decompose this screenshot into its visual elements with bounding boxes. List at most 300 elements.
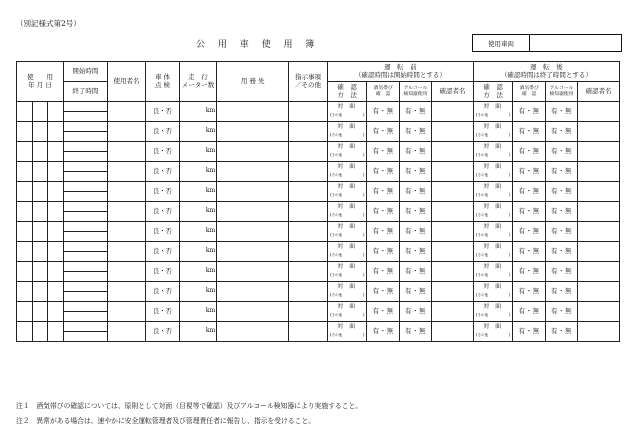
- before-confirmer-cell[interactable]: [432, 142, 474, 162]
- user-name-cell[interactable]: [107, 122, 146, 142]
- method-other: [474, 312, 513, 321]
- user-name-cell[interactable]: [107, 242, 146, 262]
- destination-cell[interactable]: [217, 222, 289, 242]
- day-cell[interactable]: [48, 102, 64, 122]
- inspection-cell[interactable]: 良・否: [146, 242, 179, 262]
- method-face-to-face: 対 面: [483, 262, 504, 270]
- paren-close: ): [508, 313, 511, 319]
- after-alcohol-cell[interactable]: 有・無: [513, 262, 545, 282]
- user-name-cell[interactable]: [107, 282, 146, 302]
- table-row: [17, 242, 620, 262]
- year-cell[interactable]: [17, 322, 33, 342]
- mileage-cell[interactable]: km: [179, 322, 217, 342]
- before-alcohol-cell[interactable]: 有・無: [367, 282, 399, 302]
- destination-cell[interactable]: [217, 102, 289, 122]
- month-cell[interactable]: [32, 322, 48, 342]
- day-cell[interactable]: [48, 222, 64, 242]
- time-cell[interactable]: [63, 322, 107, 342]
- paren-close: ): [362, 153, 365, 159]
- before-method-cell[interactable]: [327, 182, 367, 202]
- method-other: [474, 252, 513, 261]
- end-time-slot[interactable]: [64, 272, 107, 281]
- before-confirmer-cell[interactable]: [432, 122, 474, 142]
- month-cell[interactable]: [32, 182, 48, 202]
- method-face-to-face: 対 面: [337, 262, 358, 270]
- after-method-cell[interactable]: [473, 222, 513, 242]
- after-method-cell[interactable]: [473, 202, 513, 222]
- before-confirmer-cell[interactable]: [432, 262, 474, 282]
- inspection-cell[interactable]: 良・否: [146, 322, 179, 342]
- table-row: [17, 202, 620, 222]
- before-detector-cell[interactable]: 有・無: [399, 262, 431, 282]
- after-alcohol-cell[interactable]: 有・無: [513, 282, 545, 302]
- before-title: 運 転 前: [384, 63, 417, 72]
- after-confirmer-cell[interactable]: [578, 222, 620, 242]
- method-other: [328, 252, 367, 261]
- before-alcohol-cell[interactable]: 有・無: [367, 242, 399, 262]
- time-cell[interactable]: [63, 262, 107, 282]
- before-method-cell[interactable]: [327, 122, 367, 142]
- before-method-cell[interactable]: [327, 222, 367, 242]
- after-detector-cell[interactable]: 有・無: [545, 282, 577, 302]
- method-face-to-face: 対 面: [337, 322, 358, 330]
- paren-open: (その他: [475, 193, 489, 199]
- year-cell[interactable]: [17, 102, 33, 122]
- time-cell[interactable]: [63, 202, 107, 222]
- before-alcohol-cell[interactable]: 有・無: [367, 262, 399, 282]
- table-row: [17, 142, 620, 162]
- inspection-cell[interactable]: 良・否: [146, 262, 179, 282]
- year-cell[interactable]: [17, 282, 33, 302]
- user-name-cell[interactable]: [107, 322, 146, 342]
- start-time-slot[interactable]: [64, 282, 107, 292]
- before-confirmer-cell[interactable]: [432, 302, 474, 322]
- paren-open: (その他: [475, 213, 489, 219]
- inspection-cell[interactable]: 良・否: [146, 282, 179, 302]
- after-confirmer-cell[interactable]: [578, 182, 620, 202]
- after-method-cell[interactable]: [473, 102, 513, 122]
- after-confirmer-cell[interactable]: [578, 322, 620, 342]
- before-confirmer-cell[interactable]: [432, 162, 474, 182]
- paren-open: (その他: [329, 153, 343, 159]
- before-confirmer-cell[interactable]: [432, 102, 474, 122]
- user-name-cell[interactable]: [107, 102, 146, 122]
- month-cell[interactable]: [32, 122, 48, 142]
- month-cell[interactable]: [32, 102, 48, 122]
- after-alcohol-cell[interactable]: 有・無: [513, 162, 545, 182]
- year-cell[interactable]: [17, 182, 33, 202]
- method-other: [328, 232, 367, 241]
- header-mileage: 走 行 メーター数: [179, 62, 217, 102]
- after-alcohol-cell[interactable]: 有・無: [513, 322, 545, 342]
- after-method-cell[interactable]: [473, 322, 513, 342]
- instructions-cell[interactable]: [289, 122, 328, 142]
- method-other: [328, 132, 367, 141]
- method-other: [328, 332, 367, 341]
- method-other: [474, 132, 513, 141]
- mileage-cell[interactable]: km: [179, 302, 217, 322]
- before-alcohol-cell[interactable]: 有・無: [367, 122, 399, 142]
- table-row: [17, 222, 620, 242]
- method-other: [328, 212, 367, 221]
- end-time-slot[interactable]: [64, 192, 107, 201]
- method-other: [474, 292, 513, 301]
- year-cell[interactable]: [17, 222, 33, 242]
- paren-close: ): [362, 333, 365, 339]
- destination-cell[interactable]: [217, 142, 289, 162]
- after-confirmer-cell[interactable]: [578, 202, 620, 222]
- paren-open: (その他: [475, 253, 489, 259]
- inspection-cell[interactable]: 良・否: [146, 222, 179, 242]
- paren-close: ): [362, 273, 365, 279]
- year-cell[interactable]: [17, 122, 33, 142]
- before-detector-cell[interactable]: 有・無: [399, 162, 431, 182]
- instructions-cell[interactable]: [289, 182, 328, 202]
- after-confirmer-cell[interactable]: [578, 262, 620, 282]
- method-face-to-face: 対 面: [483, 242, 504, 250]
- year-cell[interactable]: [17, 142, 33, 162]
- destination-cell[interactable]: [217, 122, 289, 142]
- end-time-slot[interactable]: [64, 292, 107, 301]
- before-method-cell[interactable]: [327, 142, 367, 162]
- instructions-cell[interactable]: [289, 302, 328, 322]
- user-name-cell[interactable]: [107, 142, 146, 162]
- year-cell[interactable]: [17, 302, 33, 322]
- before-confirmer-cell[interactable]: [432, 222, 474, 242]
- user-name-cell[interactable]: [107, 302, 146, 322]
- instructions-cell[interactable]: [289, 162, 328, 182]
- method-face-to-face: 対 面: [483, 222, 504, 230]
- end-time-slot[interactable]: [64, 232, 107, 241]
- after-detector-cell[interactable]: 有・無: [545, 182, 577, 202]
- after-detector-cell[interactable]: 有・無: [545, 122, 577, 142]
- paren-open: (その他: [475, 113, 489, 119]
- end-time-slot[interactable]: [64, 212, 107, 221]
- after-alcohol-cell[interactable]: 有・無: [513, 102, 545, 122]
- paren-close: ): [362, 313, 365, 319]
- vehicle-box: [472, 34, 622, 52]
- time-cell[interactable]: [63, 162, 107, 182]
- before-method-cell[interactable]: [327, 242, 367, 262]
- before-confirmer-cell[interactable]: [432, 202, 474, 222]
- mileage-cell[interactable]: km: [179, 242, 217, 262]
- before-confirmer-cell[interactable]: [432, 282, 474, 302]
- before-method-cell[interactable]: [327, 202, 367, 222]
- method-other: [328, 172, 367, 181]
- before-alcohol-cell[interactable]: 有・無: [367, 142, 399, 162]
- method-other: [328, 312, 367, 321]
- destination-cell[interactable]: [217, 162, 289, 182]
- month-cell[interactable]: [32, 222, 48, 242]
- start-time-slot[interactable]: [64, 242, 107, 252]
- before-detector-cell[interactable]: 有・無: [399, 322, 431, 342]
- after-alcohol-cell[interactable]: 有・無: [513, 302, 545, 322]
- paren-close: ): [508, 273, 511, 279]
- year-cell[interactable]: [17, 242, 33, 262]
- mileage-cell[interactable]: km: [179, 262, 217, 282]
- month-cell[interactable]: [32, 142, 48, 162]
- destination-cell[interactable]: [217, 182, 289, 202]
- day-cell[interactable]: [48, 162, 64, 182]
- paren-open: (その他: [475, 173, 489, 179]
- before-detector-cell[interactable]: 有・無: [399, 242, 431, 262]
- user-name-cell[interactable]: [107, 222, 146, 242]
- method-other: [328, 112, 367, 121]
- method-face-to-face: 対 面: [483, 282, 504, 290]
- after-detector-cell[interactable]: 有・無: [545, 142, 577, 162]
- instructions-cell[interactable]: [289, 222, 328, 242]
- inspection-cell[interactable]: 良・否: [146, 302, 179, 322]
- before-method-cell[interactable]: [327, 282, 367, 302]
- instructions-cell[interactable]: [289, 262, 328, 282]
- start-time-slot[interactable]: [64, 262, 107, 272]
- before-alcohol-cell[interactable]: 有・無: [367, 222, 399, 242]
- year-cell[interactable]: [17, 262, 33, 282]
- mileage-cell[interactable]: km: [179, 142, 217, 162]
- start-time-slot[interactable]: [64, 182, 107, 192]
- start-time-slot[interactable]: [64, 162, 107, 172]
- end-time-slot[interactable]: [64, 132, 107, 141]
- start-time-slot[interactable]: [64, 102, 107, 112]
- before-alcohol-cell[interactable]: 有・無: [367, 322, 399, 342]
- before-method-cell[interactable]: [327, 102, 367, 122]
- before-alcohol-cell[interactable]: 有・無: [367, 202, 399, 222]
- after-confirmer-cell[interactable]: [578, 122, 620, 142]
- day-cell[interactable]: [48, 122, 64, 142]
- paren-close: ): [508, 153, 511, 159]
- day-cell[interactable]: [48, 262, 64, 282]
- before-method-cell[interactable]: [327, 262, 367, 282]
- header-user: 使用者名: [107, 62, 146, 102]
- after-alcohol-cell[interactable]: 有・無: [513, 222, 545, 242]
- after-alcohol-cell[interactable]: 有・無: [513, 122, 545, 142]
- after-method-cell[interactable]: [473, 242, 513, 262]
- end-time-slot[interactable]: [64, 152, 107, 161]
- before-detector-cell[interactable]: 有・無: [399, 202, 431, 222]
- user-name-cell[interactable]: [107, 202, 146, 222]
- user-name-cell[interactable]: [107, 162, 146, 182]
- end-time-slot[interactable]: [64, 172, 107, 181]
- before-alcohol-cell[interactable]: 有・無: [367, 302, 399, 322]
- before-method-cell[interactable]: [327, 302, 367, 322]
- day-cell[interactable]: [48, 322, 64, 342]
- header-start-time: 開始時間: [63, 62, 107, 82]
- vehicle-value[interactable]: [530, 35, 621, 51]
- day-cell[interactable]: [48, 282, 64, 302]
- after-detector-cell[interactable]: 有・無: [545, 302, 577, 322]
- day-cell[interactable]: [48, 302, 64, 322]
- inspection-cell[interactable]: 良・否: [146, 122, 179, 142]
- destination-cell[interactable]: [217, 322, 289, 342]
- end-time-slot[interactable]: [64, 112, 107, 121]
- time-cell[interactable]: [63, 142, 107, 162]
- end-time-slot[interactable]: [64, 312, 107, 321]
- month-cell[interactable]: [32, 282, 48, 302]
- before-alcohol-cell[interactable]: 有・無: [367, 102, 399, 122]
- user-name-cell[interactable]: [107, 262, 146, 282]
- after-alcohol-cell[interactable]: 有・無: [513, 202, 545, 222]
- header-after: [473, 62, 619, 82]
- table-row: [17, 302, 620, 322]
- day-cell[interactable]: [48, 242, 64, 262]
- inspection-cell[interactable]: 良・否: [146, 142, 179, 162]
- time-cell[interactable]: [63, 282, 107, 302]
- after-alcohol-cell[interactable]: 有・無: [513, 142, 545, 162]
- year-cell[interactable]: [17, 162, 33, 182]
- instructions-cell[interactable]: [289, 202, 328, 222]
- before-detector-header: アルコール 検知器使用: [399, 82, 431, 102]
- paren-close: ): [362, 233, 365, 239]
- start-time-slot[interactable]: [64, 202, 107, 212]
- destination-cell[interactable]: [217, 302, 289, 322]
- paren-open: (その他: [329, 253, 343, 259]
- before-detector-cell[interactable]: 有・無: [399, 282, 431, 302]
- destination-cell[interactable]: [217, 242, 289, 262]
- before-detector-cell[interactable]: 有・無: [399, 142, 431, 162]
- after-detector-cell[interactable]: 有・無: [545, 162, 577, 182]
- after-detector-cell[interactable]: 有・無: [545, 102, 577, 122]
- before-alcohol-cell[interactable]: 有・無: [367, 182, 399, 202]
- inspection-cell[interactable]: 良・否: [146, 102, 179, 122]
- instructions-cell[interactable]: [289, 322, 328, 342]
- mileage-cell[interactable]: km: [179, 202, 217, 222]
- after-detector-cell[interactable]: 有・無: [545, 262, 577, 282]
- user-name-cell[interactable]: [107, 182, 146, 202]
- mileage-cell[interactable]: km: [179, 282, 217, 302]
- method-other: [474, 212, 513, 221]
- header-before: [327, 62, 473, 82]
- after-confirmer-cell[interactable]: [578, 102, 620, 122]
- after-confirmer-cell[interactable]: [578, 142, 620, 162]
- before-detector-cell[interactable]: 有・無: [399, 122, 431, 142]
- end-time-slot[interactable]: [64, 252, 107, 261]
- method-other: [474, 112, 513, 121]
- instructions-cell[interactable]: [289, 102, 328, 122]
- time-cell[interactable]: [63, 122, 107, 142]
- after-detector-cell[interactable]: 有・無: [545, 242, 577, 262]
- before-confirmer-cell[interactable]: [432, 242, 474, 262]
- after-method-cell[interactable]: [473, 182, 513, 202]
- method-face-to-face: 対 面: [483, 182, 504, 190]
- paren-open: (その他: [329, 133, 343, 139]
- instructions-cell[interactable]: [289, 282, 328, 302]
- paren-open: (その他: [475, 293, 489, 299]
- before-confirmer-cell[interactable]: [432, 322, 474, 342]
- after-method-cell[interactable]: [473, 142, 513, 162]
- inspection-cell[interactable]: 良・否: [146, 202, 179, 222]
- before-method-cell[interactable]: [327, 322, 367, 342]
- before-detector-cell[interactable]: 有・無: [399, 102, 431, 122]
- inspection-cell[interactable]: 良・否: [146, 182, 179, 202]
- after-method-cell[interactable]: [473, 302, 513, 322]
- after-detector-cell[interactable]: 有・無: [545, 322, 577, 342]
- after-method-cell[interactable]: [473, 122, 513, 142]
- start-time-slot[interactable]: [64, 142, 107, 152]
- page-title: 公 用 車 使 用 簿: [196, 40, 320, 50]
- inspection-cell[interactable]: 良・否: [146, 162, 179, 182]
- start-time-slot[interactable]: [64, 302, 107, 312]
- paren-open: (その他: [329, 293, 343, 299]
- paren-open: (その他: [475, 273, 489, 279]
- paren-close: ): [362, 113, 365, 119]
- mileage-cell[interactable]: km: [179, 122, 217, 142]
- after-confirmer-cell[interactable]: [578, 282, 620, 302]
- mileage-cell[interactable]: km: [179, 222, 217, 242]
- mileage-cell[interactable]: km: [179, 182, 217, 202]
- destination-cell[interactable]: [217, 262, 289, 282]
- mileage-cell[interactable]: km: [179, 102, 217, 122]
- month-cell[interactable]: [32, 302, 48, 322]
- instructions-cell[interactable]: [289, 142, 328, 162]
- before-alcohol-cell[interactable]: 有・無: [367, 162, 399, 182]
- instructions-cell[interactable]: [289, 242, 328, 262]
- after-method-cell[interactable]: [473, 162, 513, 182]
- month-cell[interactable]: [32, 242, 48, 262]
- paren-close: ): [508, 293, 511, 299]
- time-cell[interactable]: [63, 182, 107, 202]
- after-confirmer-cell[interactable]: [578, 162, 620, 182]
- after-confirmer-cell[interactable]: [578, 302, 620, 322]
- header-destination: 用 務 先: [217, 62, 289, 102]
- after-detector-cell[interactable]: 有・無: [545, 222, 577, 242]
- table-row: [17, 262, 620, 282]
- end-time-slot[interactable]: [64, 332, 107, 341]
- start-time-slot[interactable]: [64, 222, 107, 232]
- month-cell[interactable]: [32, 202, 48, 222]
- after-method-cell[interactable]: [473, 262, 513, 282]
- paren-open: (その他: [475, 133, 489, 139]
- after-confirmer-header: 確認者名: [578, 82, 620, 102]
- paren-close: ): [508, 133, 511, 139]
- before-confirmer-cell[interactable]: [432, 182, 474, 202]
- after-confirmer-cell[interactable]: [578, 242, 620, 262]
- after-alcohol-cell[interactable]: 有・無: [513, 182, 545, 202]
- after-title: 運 転 後: [530, 63, 563, 72]
- mileage-cell[interactable]: km: [179, 162, 217, 182]
- start-time-slot[interactable]: [64, 322, 107, 332]
- after-alcohol-cell[interactable]: 有・無: [513, 242, 545, 262]
- paren-open: (その他: [329, 193, 343, 199]
- paren-open: (その他: [475, 153, 489, 159]
- table-row: [17, 122, 620, 142]
- before-method-cell[interactable]: [327, 162, 367, 182]
- after-method-header: 確 認 方 法: [473, 82, 513, 102]
- time-cell[interactable]: [63, 302, 107, 322]
- month-cell[interactable]: [32, 262, 48, 282]
- day-cell[interactable]: [48, 142, 64, 162]
- start-time-slot[interactable]: [64, 122, 107, 132]
- time-cell[interactable]: [63, 222, 107, 242]
- time-cell[interactable]: [63, 102, 107, 122]
- form-code: （別記様式第2号）: [16, 19, 81, 28]
- after-detector-cell[interactable]: 有・無: [545, 202, 577, 222]
- paren-close: ): [508, 253, 511, 259]
- after-method-cell[interactable]: [473, 282, 513, 302]
- time-cell[interactable]: [63, 242, 107, 262]
- day-cell[interactable]: [48, 182, 64, 202]
- year-cell[interactable]: [17, 202, 33, 222]
- destination-cell[interactable]: [217, 202, 289, 222]
- before-detector-cell[interactable]: 有・無: [399, 182, 431, 202]
- header-instructions: 指示事項 ／その他: [289, 62, 328, 102]
- log-body: [17, 102, 620, 342]
- before-detector-cell[interactable]: 有・無: [399, 222, 431, 242]
- header-end-time: 終了時間: [63, 82, 107, 102]
- day-cell[interactable]: [48, 202, 64, 222]
- before-detector-cell[interactable]: 有・無: [399, 302, 431, 322]
- month-cell[interactable]: [32, 162, 48, 182]
- destination-cell[interactable]: [217, 282, 289, 302]
